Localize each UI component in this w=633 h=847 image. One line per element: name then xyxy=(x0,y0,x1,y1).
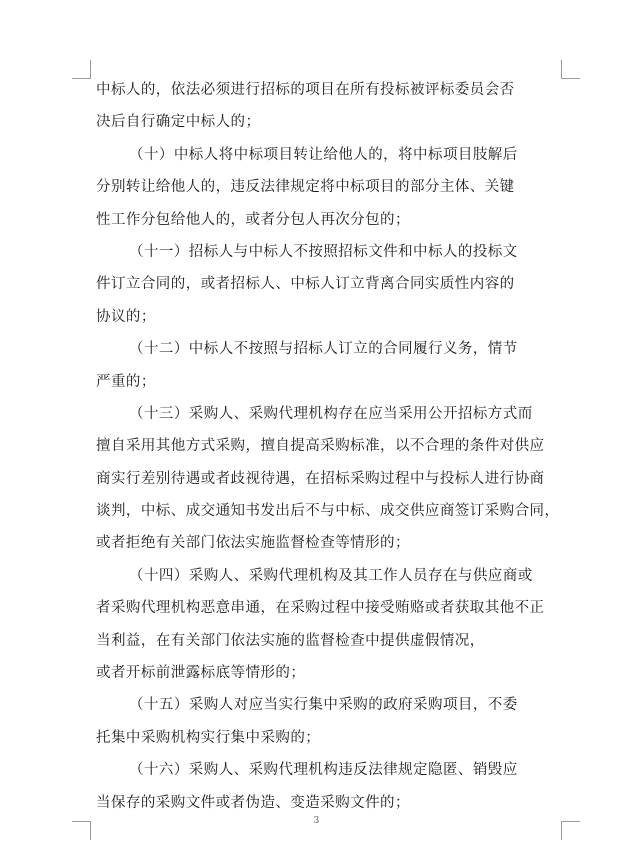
text-line: （十四）采购人、采购代理机构及其工作人员存在与供应商或 xyxy=(129,567,533,584)
text-line: （十二）中标人不按照与招标人订立的合同履行义务，情节 xyxy=(129,341,518,358)
text-line: 件订立合同的，或者招标人、中标人订立背离合同实质性内容的 xyxy=(96,276,515,293)
text-line: 或者开标前泄露标底等情形的； xyxy=(96,665,306,682)
margin-corner-top-right xyxy=(561,60,580,79)
text-line: （十六）采购人、采购代理机构违反法律规定隐匿、销毁应 xyxy=(129,762,518,779)
text-line: （十）中标人将中标项目转让给他人的，将中标项目肢解后 xyxy=(129,146,518,163)
text-line: 当利益，在有关部门依法实施的监督检查中提供虚假情况， xyxy=(96,632,485,649)
text-line: （十三）采购人、采购代理机构存在应当采用公开招标方式而 xyxy=(129,405,533,422)
text-line: 分别转让给他人的，违反法律规定将中标项目的部分主体、关键 xyxy=(96,179,515,196)
text-line: 性工作分包给他人的，或者分包人再次分包的； xyxy=(96,211,410,228)
text-line: 谈判，中标、成交通知书发出后不与中标、成交供应商签订采购合同， xyxy=(96,503,560,520)
text-line: 严重的； xyxy=(96,373,156,390)
text-line: （十一）招标人与中标人不按照招标文件和中标人的投标文 xyxy=(129,243,518,260)
text-line: 中标人的，依法必须进行招标的项目在所有投标被评标委员会否 xyxy=(96,82,515,98)
text-line: 者采购代理机构恶意串通，在采购过程中接受贿赂或者获取其他不正 xyxy=(96,600,545,617)
text-line: 擅自采用其他方式采购，擅自提高采购标准，以不合理的条件对供应 xyxy=(96,438,545,455)
text-line: 或者拒绝有关部门依法实施监督检查等情形的； xyxy=(96,535,410,552)
text-line: 当保存的采购文件或者伪造、变造采购文件的； xyxy=(96,794,410,811)
text-line: 商实行差别待遇或者歧视待遇，在招标采购过程中与投标人进行协商 xyxy=(96,470,545,487)
body-text xyxy=(96,74,560,819)
text-line: （十五）采购人对应当实行集中采购的政府采购项目，不委 xyxy=(129,697,518,714)
text-line: 协议的； xyxy=(96,308,156,325)
text-line: 决后自行确定中标人的； xyxy=(96,114,261,131)
text-line: 托集中采购机构实行集中采购的； xyxy=(96,729,321,746)
page-number: 3 xyxy=(313,816,320,826)
margin-corner-top-left xyxy=(72,60,91,79)
